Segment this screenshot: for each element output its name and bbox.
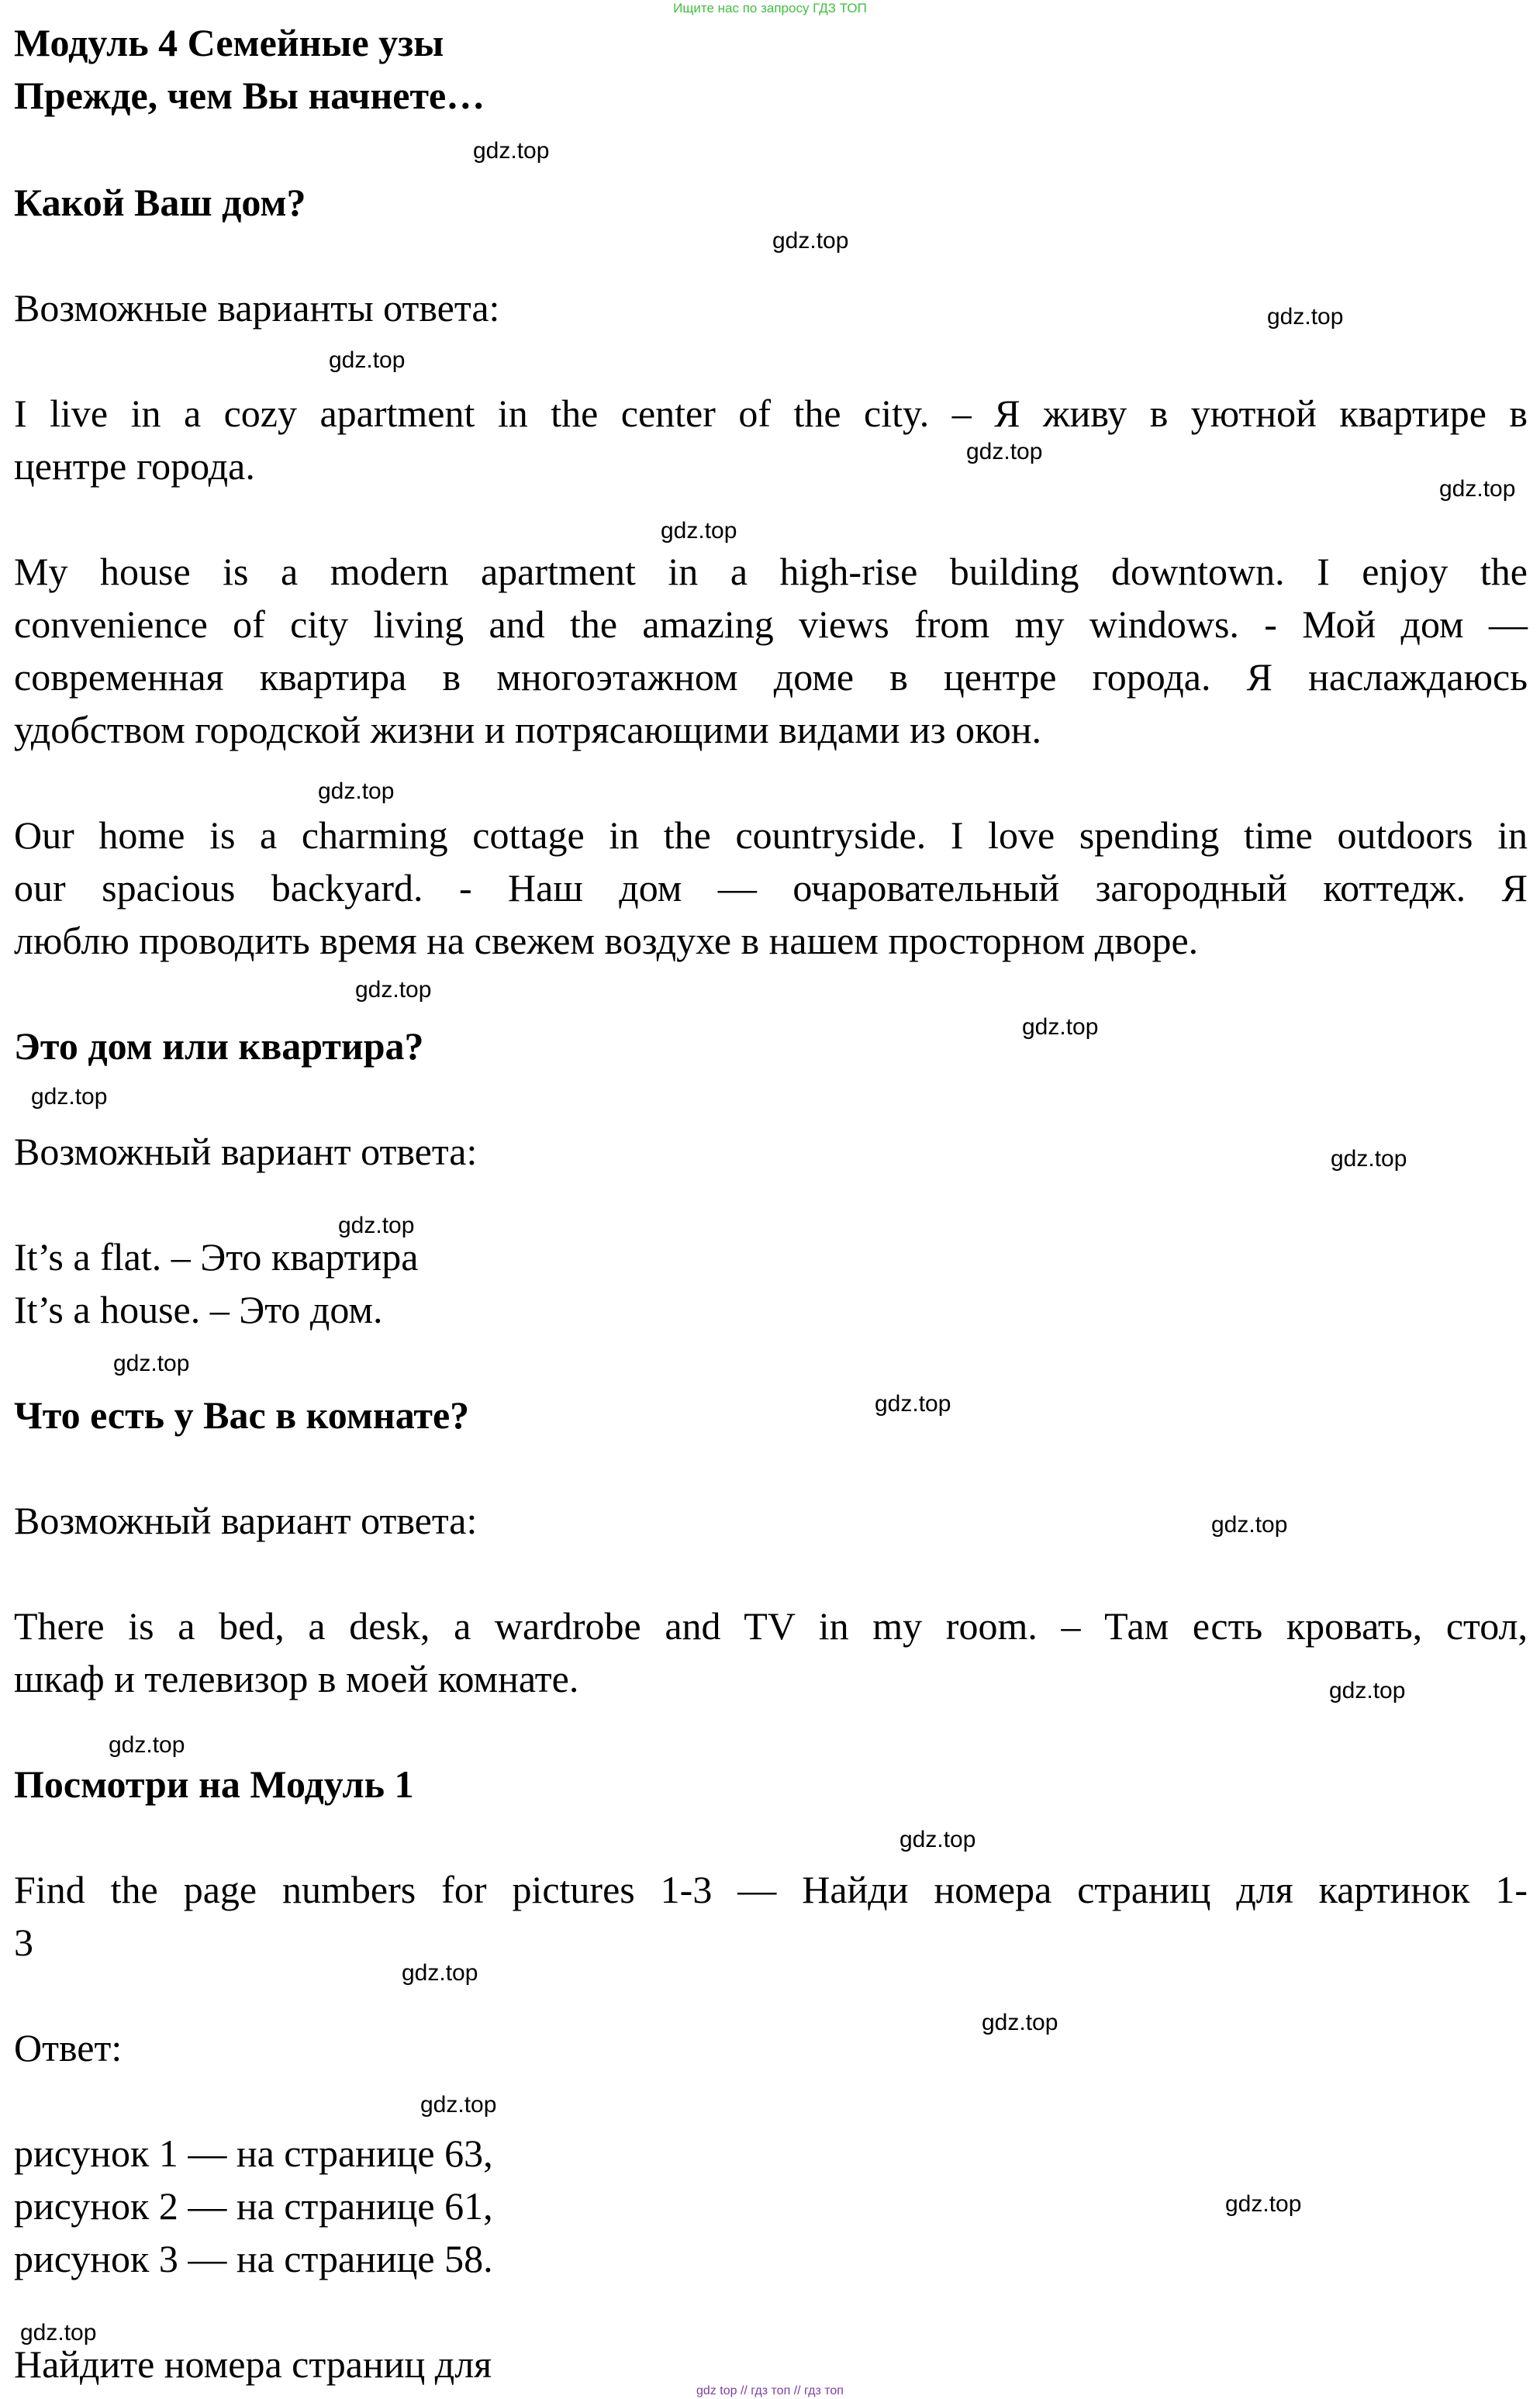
variants-label: Возможные варианты ответа:	[14, 286, 500, 330]
watermark: gdz.top	[1267, 304, 1344, 330]
variant-label: Возможный вариант ответа:	[14, 1499, 478, 1542]
watermark: gdz.top	[772, 228, 849, 254]
answer3-line: люблю проводить время на свежем воздухе в нашем просторном дворе.	[14, 919, 1199, 962]
watermark: gdz.top	[1439, 476, 1516, 502]
page-title: Модуль 4 Семейные узы	[14, 21, 444, 64]
watermark: gdz.top	[966, 439, 1043, 464]
answer1-line: центре города.	[14, 444, 255, 488]
answer2-line: удобством городской жизни и потрясающими видами из окон.	[14, 708, 1041, 751]
section-heading-home: Какой Ваш дом?	[14, 181, 306, 224]
watermark: gdz.top	[1211, 1512, 1288, 1538]
watermark: gdz.top	[875, 1391, 951, 1417]
section-heading-house-or-flat: Это дом или квартира?	[14, 1024, 424, 1068]
watermark: gdz.top	[899, 1827, 976, 1852]
watermark: gdz.top	[329, 347, 406, 373]
section-heading-room: Что есть у Вас в комнате?	[14, 1393, 470, 1437]
footer-watermark: gdz top // гдз топ // гдз топ	[696, 2384, 844, 2397]
watermark: gdz.top	[1225, 2191, 1302, 2217]
answer-line: There is a bed, a desk, a wardrobe and TV in my room. – Там есть кровать, стол,	[14, 1604, 1528, 1648]
watermark: gdz.top	[1022, 1014, 1099, 1040]
watermark: gdz.top	[982, 2010, 1058, 2035]
watermark: gdz.top	[1331, 1146, 1407, 1172]
watermark: gdz.top	[402, 1960, 478, 1986]
watermark: gdz.top	[355, 977, 432, 1003]
watermark: gdz.top	[113, 1351, 190, 1376]
watermark: gdz.top	[473, 138, 550, 164]
answer1-line: I live in a cozy apartment in the center of the city. – Я живу в уютной квартире в	[14, 392, 1528, 435]
watermark: gdz.top	[338, 1213, 415, 1238]
watermark: gdz.top	[318, 778, 395, 804]
answer3-line: Our home is a charming cottage in the countryside. I love spending time outdoors in	[14, 813, 1528, 857]
section-heading-module1: Посмотри на Модуль 1	[14, 1762, 414, 1806]
answer-line: шкаф и телевизор в моей комнате.	[14, 1657, 579, 1700]
task-line: Find the page numbers for pictures 1-3 — Найди номера страниц для картинок 1-	[14, 1868, 1528, 1911]
watermark: gdz.top	[420, 2092, 497, 2118]
answer-line: It’s a flat. – Это квартира	[14, 1235, 419, 1279]
page-subtitle: Прежде, чем Вы начнете…	[14, 74, 485, 117]
answer2-line: convenience of city living and the amazing views from my windows. - Мой дом —	[14, 602, 1528, 646]
answer-item: рисунок 2 — на странице 61,	[14, 2184, 493, 2228]
answer2-line: современная квартира в многоэтажном доме в центре города. Я наслаждаюсь	[14, 655, 1528, 699]
watermark: gdz.top	[31, 1084, 108, 1110]
watermark: gdz.top	[661, 518, 737, 544]
answer-line: It’s a house. – Это дом.	[14, 1288, 383, 1331]
watermark: gdz.top	[109, 1732, 185, 1758]
task-line: 3	[14, 1921, 33, 1964]
answer-item: рисунок 3 — на странице 58.	[14, 2237, 493, 2280]
answer-item: рисунок 1 — на странице 63,	[14, 2131, 493, 2175]
answer-label: Ответ:	[14, 2026, 123, 2069]
trailing-line: Найдите номера страниц для	[14, 2342, 492, 2386]
watermark: gdz.top	[20, 2320, 97, 2345]
answer3-line: our spacious backyard. - Наш дом — очаровательный загородный коттедж. Я	[14, 866, 1528, 910]
answer2-line: My house is a modern apartment in a high-rise building downtown. I enjoy the	[14, 550, 1528, 593]
variant-label: Возможный вариант ответа:	[14, 1130, 478, 1173]
top-search-note: Ищите нас по запросу ГДЗ ТОП	[673, 1, 867, 16]
watermark: gdz.top	[1329, 1678, 1406, 1703]
